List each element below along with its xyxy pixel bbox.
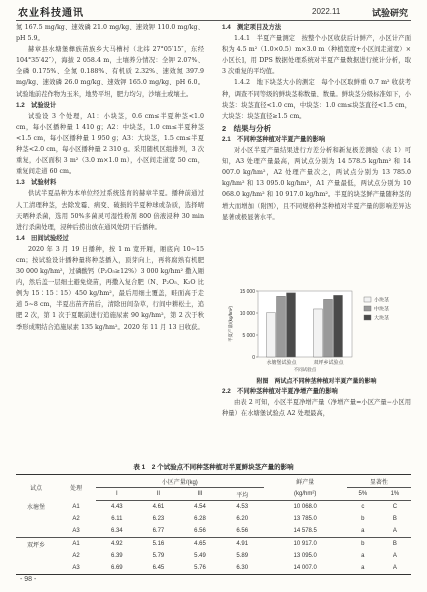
section-title: 试验研究 — [372, 8, 409, 18]
table-cell: 4.61 — [152, 504, 165, 510]
table-row — [16, 525, 411, 538]
table-cell: 6.34 — [96, 525, 138, 538]
bar — [324, 299, 333, 357]
paragraph: 1.4.1 半夏产量测定 按整个小区收获后计鲜产，小区计产面积为 4.5 m²（1.0×0.5）m×3.0 m（种植宽度+小区间走道宽）×小区长]，用 DPS 数据处理系统对半夏产量数据进行统计分析，取 3 次重复的平均值。 — [222, 35, 411, 76]
table-cell: 水塘堡 — [26, 505, 45, 512]
col-site: 试点 — [16, 475, 56, 501]
table-cell: 5.79 — [152, 553, 165, 559]
col-5pct: 5% — [347, 488, 379, 501]
bar — [314, 309, 323, 357]
table-cell: 10 917.0 — [293, 541, 317, 547]
table-cell: 4.53 — [236, 504, 249, 510]
section-heading: 氮 167.5 mg/kg、速效磷 21.0 mg/kg、速效钾 110.0 mg/kg、pH 5.9。 — [16, 24, 204, 43]
table-cell: 14 578.5 — [264, 525, 347, 538]
paragraph: 供试半夏品种为本单位经过系统选育的赫章半夏。播种前通过人工清理种茎，去除发霉、病变、破损的半夏种球或杂质，选择晴天晒种杀菌，选用 50%多菌灵可湿性粉剂 800 倍液浸种 30 min 进行杀菌处理，浸种后捞出放在通风处阴干后播种。 — [16, 190, 204, 231]
col-fresh-yield: 鲜产量 — [264, 475, 347, 488]
col-1pct: 1% — [379, 488, 411, 501]
table-row — [16, 550, 411, 562]
table-cell: 6.69 — [96, 562, 138, 575]
right-column-top — [222, 22, 411, 223]
col-treatment: 处理 — [56, 475, 96, 501]
paragraph: 2020 年 3 月 19 日播种，按 1 m 宽开厢，厢底向 10~15 cm；按试验设计播种量将种茎播入，顶芽向上，再将腐熟有机肥 30 000 kg/hm²，过磷酸钙（P₂O₅≥12%）3 000 kg/hm² 撒入厢内，然后盖一层细土避免烧苗，再撒入复合肥（N、P₂O₅、K₂O 比例为 15∶15∶15）450 kg/hm²，最后用细土覆盖，畦面高于走道 5~8 cm，半夏出苗齐苗后，清除田间杂草，行间中耕松土，追肥 2 次，第 1 次于夏眠前进行追施尿素 90 kg/hm²，第 2 次于秋季形成期结合追施尿素 135 kg/hm²。2020 年 11 月 13 日收获。 — [16, 245, 204, 331]
table-cell: A1 — [72, 503, 80, 510]
table-cell: 6.56 — [221, 525, 264, 538]
table-row — [16, 513, 411, 525]
x-axis-label: 不同试验点 — [293, 367, 317, 372]
col-unit: (kg/hm²) — [264, 488, 347, 501]
table-cell — [16, 550, 56, 562]
table-cell: 5.49 — [194, 553, 206, 559]
journal-logo: 农业科技通讯 — [18, 8, 84, 19]
legend-swatch — [364, 297, 371, 302]
x-tick-label: 水塘堡试验点 — [266, 360, 297, 366]
legend-swatch — [364, 306, 371, 311]
table-cell: 6.39 — [110, 553, 123, 559]
col-significance: 显著性 — [347, 475, 411, 488]
table-cell: 5.16 — [152, 541, 165, 547]
table-cell: 6.30 — [221, 562, 264, 575]
table-row — [16, 538, 411, 551]
section-heading: 1.4 测定项目及方法 — [222, 24, 282, 31]
table-cell — [16, 525, 56, 538]
paragraph: 赫章县水塘堡彝族苗族乡大马槽村（北纬 27°05′15″，东经 104°35′42″），海拔 2 058.4 m，土壤养分情况：全钾 2.07%、全磷 0.175%、全氮 0.188%、有机质 2.32%、速效氮 397.9 mg/kg、速效磷 26.0 mg/kg、速效钾 165.0 mg/kg、pH 6.0。试验地前茬作物为玉米，地势平坦，肥力均匀，沙壤土或壤土。 — [16, 46, 204, 98]
y-tick-label: 15 000 — [239, 289, 255, 295]
y-axis-label: 半夏产量/(kg/hm²) — [228, 306, 233, 342]
table-cell: 4.54 — [194, 504, 206, 510]
table-cell: A3 — [56, 562, 96, 575]
issue-number: 2022.11 — [312, 7, 341, 16]
table-cell: 4.92 — [110, 541, 123, 547]
legend-label: 大块茎 — [374, 315, 390, 322]
x-tick-label: 双坪乡试验点 — [313, 360, 344, 366]
table-caption: 表 1 2 个试验点不同种茎种植对半夏鲜块茎产量的影响 — [133, 464, 294, 471]
paragraph: 对小区半夏产量结果进行方差分析和新复极差测验（表 1）可知，A3 处理产量最高，两试点分别为 14 578.5 kg/hm² 和 14 007.0 kg/hm²，A2 处理产量次之，两试点分别为 13 785.0 kg/hm² 和 13 095.0 kg/hm²，A1 产量最低，两试点分别为 10 068.0 kg/hm² 和 10 917.0 kg/hm²。半夏的块茎鲜产量随种茎的增大而增加（附图），且不同规格种茎种植对半夏产量的影响差异达显著或极显著水平。 — [222, 147, 411, 221]
y-tick-label: 5 000 — [242, 333, 255, 339]
section-heading: 2.1 不同种茎种植对半夏产量的影响 — [222, 135, 326, 143]
paragraph: 试验设 3 个处理，A1：小块茎，0.6 cm≤半夏种茎<1.0 cm，每小区播种量 1 410 g；A2：中块茎，1.0 cm≤半夏种茎<1.5 cm，每小区播种量 1 950 g；A3：大块茎，1.5 cm≤半夏种茎<2.0 cm，每小区播种量 2 310 g。采用随机区组排列，3 次重复，小区面积 3 m²（3.0 m×1.0 m），小区间走道宽 50 cm，重复间走道 60 cm。 — [16, 112, 204, 176]
legend-label: 小块茎 — [374, 297, 390, 304]
table-cell: 6.45 — [138, 562, 180, 575]
table-cell: 6.11 — [111, 516, 123, 522]
col-rep-2: II — [138, 488, 180, 501]
yield-bar-chart — [224, 283, 409, 373]
bar — [334, 295, 343, 357]
table-cell: A3 — [56, 525, 96, 538]
paragraph: 由表 2 可知，小区半夏净增产量（净增产量=小区产量−小区用种量）在水塘堡试验点 A2 处理最高， — [222, 399, 411, 418]
table-cell: B — [392, 516, 397, 522]
table-cell: B — [392, 541, 397, 547]
table-cell: 6.20 — [236, 516, 249, 522]
left-column — [16, 22, 204, 333]
table-cell: A — [379, 562, 411, 575]
table-cell: a — [347, 525, 379, 538]
table-cell: a — [361, 553, 365, 559]
table-cell: 6.56 — [179, 525, 221, 538]
bar — [287, 293, 296, 357]
col-rep-3: III — [179, 488, 221, 501]
table-cell: A — [379, 525, 411, 538]
section-heading: 1.2 试验设计 — [16, 101, 57, 109]
table-cell: b — [361, 541, 365, 547]
right-column-bottom — [222, 386, 411, 419]
y-tick-label: 0 — [252, 355, 255, 361]
table-cell: 6.23 — [152, 516, 165, 522]
table-cell: 4.91 — [236, 541, 249, 547]
table-cell: A — [392, 553, 397, 559]
table-cell: C — [392, 504, 398, 510]
table-cell: 4.65 — [194, 541, 206, 547]
table-cell: A1 — [72, 541, 80, 547]
table-cell: 13 785.0 — [293, 516, 317, 522]
bar — [267, 313, 276, 357]
table-cell: A2 — [72, 516, 80, 522]
table-cell: 13 095.0 — [293, 553, 317, 559]
table-cell: 10 068.0 — [293, 504, 317, 510]
table-row — [16, 501, 411, 514]
section-heading: 1.3 试验材料 — [16, 179, 57, 187]
table-cell: 6.28 — [194, 516, 206, 522]
legend-swatch — [364, 315, 371, 320]
table-cell: 5.89 — [236, 553, 249, 559]
table-cell: A2 — [72, 553, 80, 559]
table-cell: 双坪乡 — [26, 542, 45, 549]
table-cell — [16, 513, 56, 525]
y-tick-label: 10 000 — [239, 311, 255, 317]
section-heading: 1.4 田间试验经过 — [16, 234, 69, 242]
page-number: - 98 - — [20, 576, 37, 583]
table-cell: b — [361, 516, 365, 522]
section-heading: 2 结果与分析 — [222, 123, 272, 133]
table-cell: a — [347, 562, 379, 575]
table-cell: 5.76 — [179, 562, 221, 575]
bar — [277, 296, 286, 357]
figure-caption: 附图 两试点不同种茎种植对半夏产量的影响 — [256, 379, 377, 385]
col-plot-yield: 小区产量/(kg) — [96, 475, 264, 488]
section-heading: 2.2 不同种茎种植对半夏净增产量的影响 — [222, 388, 338, 395]
table-row — [16, 562, 411, 575]
table-cell: 4.43 — [110, 504, 123, 510]
yield-table — [16, 474, 411, 575]
legend-label: 中块茎 — [374, 306, 390, 313]
table-cell — [16, 562, 56, 575]
table-cell: 6.77 — [138, 525, 180, 538]
col-rep-1: I — [96, 488, 138, 501]
table-cell: 14 007.0 — [264, 562, 347, 575]
table-cell: c — [361, 504, 365, 510]
paragraph: 1.4.2 地下块茎大小的测定 每个小区取鲜重 0.7 m² 收获考种，调查不同等级的鲜块茎称数量、数量。鲜块茎分级标准如下，小块茎：块茎直径<1.0 cm，中块茎：1.0 cm≤块茎直径<1.5 cm，大块茎：块茎直径≥1.5 cm。 — [222, 79, 411, 120]
page-header — [16, 4, 411, 21]
col-mean: 平均 — [221, 488, 264, 501]
